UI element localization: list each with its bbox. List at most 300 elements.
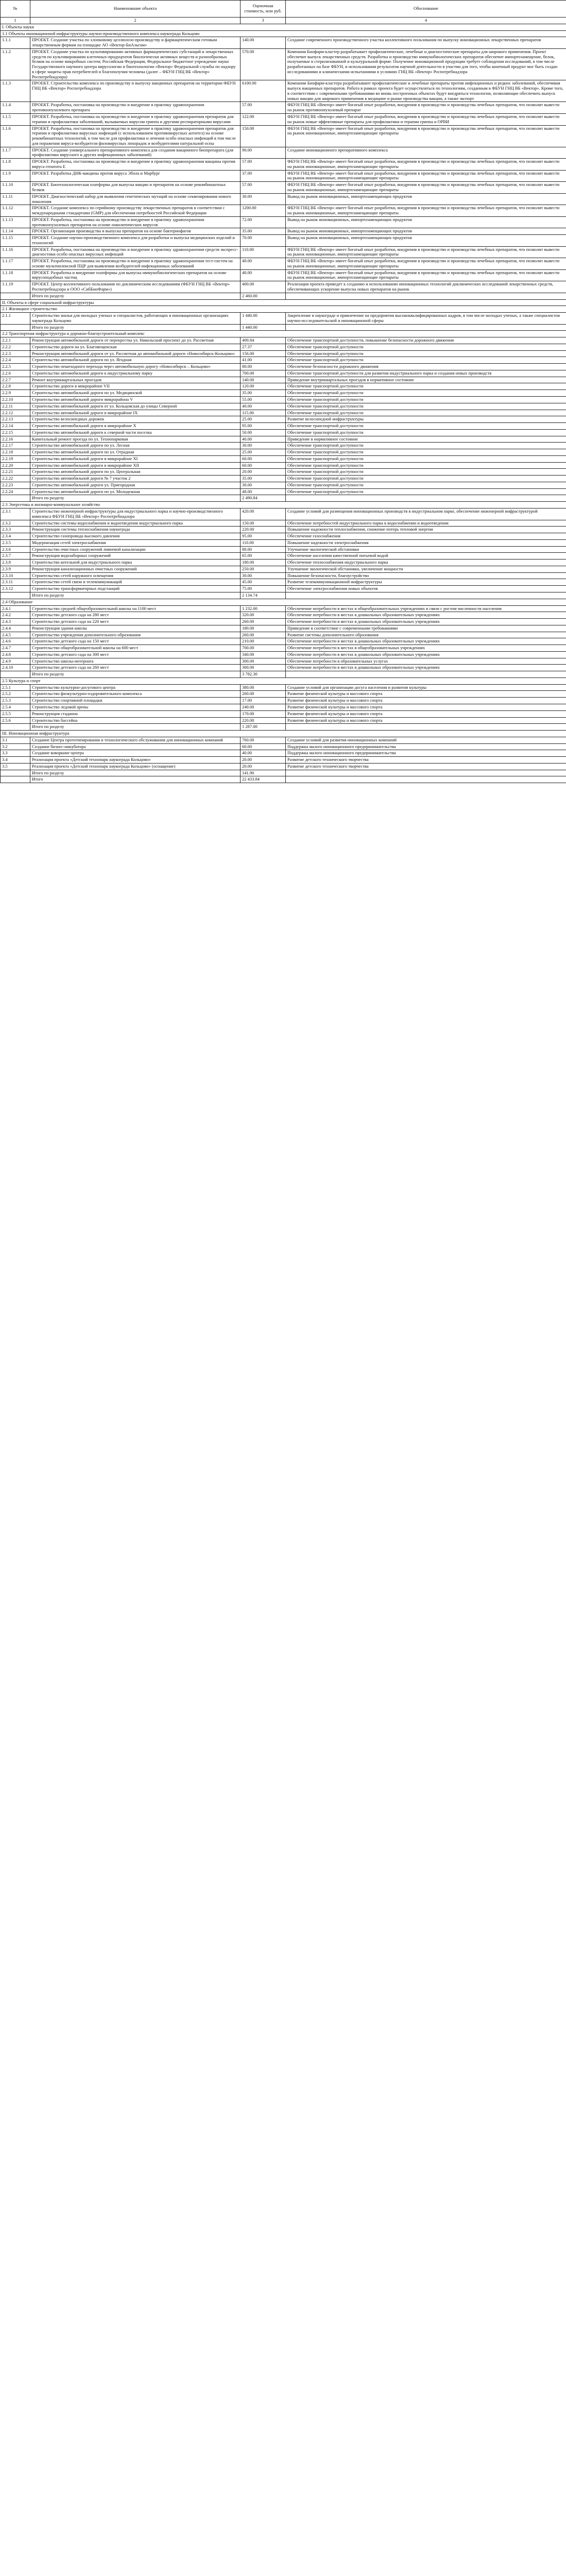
row-justification: ФБУН ГНЦ ВБ «Вектор» имеет богатый опыт разработки, внедрения в производство и производства лечебных препаратов, что позволит вывести на рынок инновационные, импортозамещающие препараты (286, 246, 566, 258)
row-cost: 55.00 (241, 397, 286, 403)
table-row (1, 691, 566, 698)
row-number: 2.3.4 (1, 533, 30, 540)
total-note-cell (286, 671, 566, 678)
row-object-name: Строительство детского сада на 150 мест (30, 638, 241, 645)
row-object-name: Реконструкция канализационных очистных сооружений (30, 566, 241, 572)
table-row (1, 80, 566, 102)
row-object-name: ПРОЕКТ. Создание комплекса по серийному производству лекарственных препаратов в соответствии с международными стандартами (GMP) для обеспечения потребностей Российской Федерации (30, 205, 241, 217)
row-number: 2.3.10 (1, 572, 30, 579)
row-cost: 57.00 (241, 182, 286, 194)
row-number: 2.2.24 (1, 488, 30, 495)
total-label: Итого по разделу (30, 770, 241, 776)
row-number: 2.4.7 (1, 645, 30, 652)
row-object-name: Строительство автомобильной дороги по ул. Медицинской (30, 390, 241, 397)
row-justification: Реализация проекта приведет к созданию и использованию инновационных технологий доклинических исследований лекарственных средств, обеспечивающих ускорение выпуска новых препаратов на рынок (286, 281, 566, 293)
row-number: 2.2.4 (1, 357, 30, 364)
table-row (1, 125, 566, 147)
header-cost: Оценочная стоимость, млн руб. (241, 1, 286, 18)
row-justification: Поддержка малого инновационного предпринимательства (286, 750, 566, 757)
row-cost: 40.00 (241, 269, 286, 281)
table-row (1, 684, 566, 691)
row-number: 2.3.5 (1, 539, 30, 546)
table-row (1, 147, 566, 159)
row-cost: 45.00 (241, 579, 286, 586)
row-cost: 65.00 (241, 553, 286, 560)
row-justification: Повышение безопасности, благоустройство (286, 572, 566, 579)
total-row (1, 324, 566, 331)
row-justification: Приведение в соответствие с современными требованиями (286, 625, 566, 632)
row-cost: 70.00 (241, 235, 286, 247)
table-row (1, 443, 566, 449)
section-title: III. Инновационная инфраструктура (1, 731, 566, 737)
row-justification: Создание условий для развития инновационных компаний (286, 737, 566, 743)
row-cost: 110.00 (241, 246, 286, 258)
row-number: 2.2.5 (1, 364, 30, 370)
total-note-cell (286, 592, 566, 599)
total-number-cell (1, 776, 30, 783)
row-object-name: Реконструкция водозаборных сооружений (30, 553, 241, 560)
row-cost: 6100.00 (241, 80, 286, 102)
row-object-name: Строительство дороги в микрорайоне VII (30, 383, 241, 390)
row-number: 2.4.4 (1, 625, 30, 632)
row-justification: Обеспечение транспортной доступности (286, 357, 566, 364)
row-number: 2.3.11 (1, 579, 30, 586)
row-cost: 420.00 (241, 509, 286, 520)
total-label: Итого по разделу (30, 671, 241, 678)
subsection-row (1, 30, 566, 37)
row-justification: Развитие физической культуры и массового спорта (286, 704, 566, 710)
row-number: 3.5 (1, 763, 30, 770)
section-title: II. Объекты в сфере социальной инфраструктуры (1, 299, 566, 306)
table-row (1, 281, 566, 293)
row-cost: 40.00 (241, 403, 286, 410)
row-number: 1.1.14 (1, 228, 30, 235)
table-row (1, 560, 566, 566)
row-object-name: Строительство детского сада на 260 мест (30, 665, 241, 671)
row-cost: 340.00 (241, 651, 286, 658)
row-number: 2.4.3 (1, 619, 30, 625)
column-number-3: 3 (241, 18, 286, 24)
row-justification: Обеспечение транспортной доступности для развития индустриального парка и создания новых производств (286, 370, 566, 377)
row-object-name: Строительство инженерной инфраструктуры для индустриального парка и научно-производственного комплекса ФБУН ГНЦ ВБ «Вектор» Роспотребнадзора (30, 509, 241, 520)
row-number: 1.1.5 (1, 114, 30, 126)
row-justification: Обеспечение потребности в местах в дошкольных образовательных учреждениях (286, 651, 566, 658)
row-object-name: ПРОЕКТ. Разработка, постановка на производство и внедрение в практику здравоохранения противоопухолевых препаратов на основе онколитических вирусов (30, 216, 241, 228)
row-cost: 260.00 (241, 691, 286, 698)
total-cost: 1 440.00 (241, 324, 286, 331)
row-number: 2.2.13 (1, 416, 30, 423)
row-cost: 25.00 (241, 416, 286, 423)
section-row (1, 299, 566, 306)
row-object-name: ПРОЕКТ. Создание участка по культивированию активных фармацевтических субстанций и лекарственных средств по культивированию клеточных-продуцентов биологически активных веществ и разнообразных белков на основе микробных систем; Российская Федерация, Федеральное бюджетное учреждение науки Государственного научного центра вирусологии и биотехнологии «Вектор» Федеральной службы по надзору в сфере защиты прав потребителей и благополучия человека (далее – ФБУН ГНЦ ВБ «Вектор» Роспотребнадзора) (30, 48, 241, 80)
table-row (1, 216, 566, 228)
row-number: 2.2.3 (1, 350, 30, 357)
header-object-name: Наименование объекта (30, 1, 241, 18)
row-cost: 80.00 (241, 546, 286, 553)
total-label: Итого по разделу (30, 324, 241, 331)
row-cost: 60.00 (241, 455, 286, 462)
row-object-name: Строительство ледовой арены (30, 704, 241, 710)
table-row (1, 370, 566, 377)
row-object-name: Строительство школы-интерната (30, 658, 241, 665)
row-object-name: Строительство спортивной площадки (30, 698, 241, 704)
subsection-row (1, 677, 566, 684)
row-object-name: Строительство автомобильной дороги к индустриальному парку (30, 370, 241, 377)
row-justification: Обеспечение транспортной доступности (286, 423, 566, 430)
column-number-2: 2 (30, 18, 241, 24)
table-row (1, 612, 566, 619)
table-row (1, 539, 566, 546)
row-object-name: Строительство пешеходного перехода через автомобильную дорогу «Новосибирск – Кольцово» (30, 364, 241, 370)
row-object-name: Строительство сетей связи и телекоммуникаций (30, 579, 241, 586)
row-object-name: Строительство автомобильной дороги по ул. Отрадная (30, 449, 241, 456)
row-object-name: ПРОЕКТ. Разработка, постановка на производство и внедрение в практику здравоохранения препаратов для терапии и профилактики вирусных инфекций (с использованием противовирусных антител) на основе рекомбинантных технологий, в том числе для профилактики и лечения особо опасных инфекций в том числе для поражения вируса-возбудителя филовирусных лихорадок и возбудителями натуральной оспы (30, 125, 241, 147)
row-cost: 20.00 (241, 763, 286, 770)
row-object-name: Строительство автомобильной дороги по ул. Ягодная (30, 357, 241, 364)
table-row (1, 743, 566, 750)
row-cost: 75.00 (241, 586, 286, 592)
row-object-name: Реализация проекта «Детский технопарк наукограда Кольцово» (30, 757, 241, 764)
row-number: 2.4.5 (1, 632, 30, 638)
row-cost: 40.00 (241, 436, 286, 443)
total-row (1, 776, 566, 783)
table-row (1, 357, 566, 364)
header-row (1, 1, 566, 18)
row-justification: Обеспечение электроснабжения новых объектов (286, 586, 566, 592)
row-justification: Обеспечение потребности в местах в дошкольных образовательных учреждениях (286, 638, 566, 645)
subsection-title: 2.4 Образование (1, 599, 566, 605)
row-cost: 27.37 (241, 344, 286, 350)
table-header (1, 1, 566, 24)
row-number: 1.1.13 (1, 216, 30, 228)
row-number: 2.2.15 (1, 429, 30, 436)
row-number: 2.2.17 (1, 443, 30, 449)
row-cost: 700.00 (241, 370, 286, 377)
row-number: 2.2.19 (1, 455, 30, 462)
row-object-name: ПРОЕКТ. Разработка, постановка на производство и внедрение в практику здравоохранения препаратов для терапии и профилактики заболеваний, вызываемых вирусом гриппа и другими респираторными вирусами (30, 114, 241, 126)
row-number: 1.1.19 (1, 281, 30, 293)
total-label: Итого (30, 776, 241, 783)
row-object-name: Реконструкция автомобильной дороги от ул. Рассветная до автомобильной дороги «Новосибирск-Кольцово» (30, 350, 241, 357)
table-row (1, 553, 566, 560)
table-row (1, 269, 566, 281)
row-justification: Закрепление в наукограде и привлечение на предприятия высококвалифицированных кадров, в том числе молодых ученых, а также специалистов научно-исследовательской и инновационной сферы (286, 313, 566, 325)
table-row (1, 488, 566, 495)
row-justification: Создание современного производственного участка коллективного пользования по выпуску инновационных лекарственных препаратов (286, 37, 566, 49)
row-justification: ФБУН ГНЦ ВБ «Вектор» имеет богатый опыт разработки, внедрения в производство и производства лечебных препаратов, что позволит вывести на рынок инновационные, импортозамещающие препараты (286, 170, 566, 182)
row-justification: Обеспечение транспортной доступности (286, 462, 566, 469)
row-cost: 57.00 (241, 159, 286, 171)
row-number: 2.3.2 (1, 520, 30, 527)
row-object-name: Строительство автомобильной дороги по ул. Молодежная (30, 488, 241, 495)
subsection-title: 2.2 Транспортная инфраструктура и дорожно-благоустроительный комплекс (1, 331, 566, 337)
table-row (1, 651, 566, 658)
total-label: Итого по разделу (30, 495, 241, 502)
row-number: 2.2.16 (1, 436, 30, 443)
row-object-name: ПРОЕКТ. Разработка и внедрение платформы для выпуска иммунобиологических препаратов на основе вирусоподобных частиц (30, 269, 241, 281)
row-cost: 20.00 (241, 757, 286, 764)
column-number-1: 1 (1, 18, 30, 24)
row-cost: 250.00 (241, 566, 286, 572)
row-justification: Создание инновационного препаративного комплекса (286, 147, 566, 159)
row-justification: Обеспечение газоснабжения (286, 533, 566, 540)
row-cost: 210.00 (241, 638, 286, 645)
row-justification: Создание условий для организации досуга населения и развития культуры (286, 684, 566, 691)
row-cost: 140.00 (241, 377, 286, 383)
row-object-name: Реконструкция стадиона (30, 710, 241, 717)
row-object-name: Строительство автомобильной дороги от ул. Кольцовская до улицы Северной (30, 403, 241, 410)
row-cost: 170.00 (241, 710, 286, 717)
table-row (1, 520, 566, 527)
table-row (1, 48, 566, 80)
table-row (1, 546, 566, 553)
row-number: 2.3.7 (1, 553, 30, 560)
row-number: 2.2.11 (1, 403, 30, 410)
row-object-name: ПРОЕКТ. Создание универсального препаративного комплекса для создания вакцинного биопрепарата (для профилактики вирусного и других инфекционных заболеваний) (30, 147, 241, 159)
row-justification: Обеспечение транспортной доступности (286, 455, 566, 462)
total-number-cell (1, 770, 30, 776)
row-object-name: ПРОЕКТ. Создание научно-производственного комплекса для разработки и выпуска медицинских изделий и технологий (30, 235, 241, 247)
row-justification: Обеспечение транспортной доступности (286, 403, 566, 410)
row-object-name: Строительство газопровода высокого давления (30, 533, 241, 540)
row-cost: 110.00 (241, 539, 286, 546)
table-row (1, 533, 566, 540)
row-object-name: Создание коворкинг-центра (30, 750, 241, 757)
row-number: 2.2.8 (1, 383, 30, 390)
row-justification: Вывод на рынок инновационных, импортозамещающих продуктов (286, 228, 566, 235)
row-number: 1.1.1 (1, 37, 30, 49)
row-number: 2.3.8 (1, 560, 30, 566)
row-justification: Развитие детского технического творчества (286, 763, 566, 770)
row-number: 2.2.22 (1, 476, 30, 482)
total-note-cell (286, 724, 566, 731)
row-object-name: ПРОЕКТ. Разработка ДНК-вакцины против вируса Эбола и Марбург (30, 170, 241, 182)
table-row (1, 102, 566, 114)
row-cost: 400.84 (241, 337, 286, 344)
row-cost: 220.00 (241, 717, 286, 724)
table-row (1, 429, 566, 436)
table-row (1, 37, 566, 49)
row-object-name: ПРОЕКТ. Строительство комплекса по производству и выпуску вакцинных препаратов на территории ФБУН ГНЦ ВБ «Вектор» Роспотребнадзора (30, 80, 241, 102)
table-row (1, 344, 566, 350)
row-cost: 120.00 (241, 383, 286, 390)
row-cost: 30.00 (241, 572, 286, 579)
table-row (1, 698, 566, 704)
row-cost: 40.00 (241, 750, 286, 757)
table-row (1, 350, 566, 357)
row-justification: Обеспечение транспортной доступности (286, 397, 566, 403)
row-cost: 37.00 (241, 170, 286, 182)
row-number: 1.1.3 (1, 80, 30, 102)
row-number: 2.4.10 (1, 665, 30, 671)
table-row (1, 482, 566, 488)
row-number: 2.5.6 (1, 717, 30, 724)
row-cost: 760.00 (241, 737, 286, 743)
row-cost: 320.00 (241, 612, 286, 619)
row-cost: 20.00 (241, 469, 286, 476)
row-number: 1.1.18 (1, 269, 30, 281)
row-cost: 25.00 (241, 449, 286, 456)
table-row (1, 462, 566, 469)
row-number: 1.1.9 (1, 170, 30, 182)
total-label: Итого по разделу (30, 592, 241, 599)
total-row (1, 724, 566, 731)
subsection-title: 2.5 Культура и спорт (1, 677, 566, 684)
table-row (1, 228, 566, 235)
row-object-name: ПРОЕКТ. Разработка, постановка на производство и внедрение в практику здравоохранения вакцины против вируса гепатита Е (30, 159, 241, 171)
table-row (1, 337, 566, 344)
row-cost: 95.00 (241, 423, 286, 430)
row-object-name: Реконструкция системы теплоснабжения наукограда (30, 527, 241, 533)
row-justification: Обеспечение транспортной доступности (286, 469, 566, 476)
row-justification: Компании Биофарм-кластера разрабатывают профилактические и лечебные препараты против инфекционных и редких заболеваний, обеспечивая выпуск вакцинных препаратов. Работа в рамках проекта будет осуществляться по технологиям, созданным в ФБУН ГНЦ ВБ «Вектор». Кроме того, в соответствии с современными требованиями во вновь построенных объектах будут внедряться технологии, позволяющие обеспечить выпуск новых вакцин для широкого применения в медицине и рынке производства вакцин, а также экспорт (286, 80, 566, 102)
row-justification: ФБУН ГНЦ ВБ «Вектор» имеет богатый опыт разработки, внедрения в производство и производства лечебных препаратов, что позволит вывести на рынок инновационные, импортозамещающие препараты (286, 159, 566, 171)
row-justification: Обеспечение потребности в местах в общеобразовательных учреждениях в связи с ростом численности населения (286, 605, 566, 612)
row-object-name: Строительство автомобильной дороги ул. Пригородная (30, 482, 241, 488)
total-cost: 2 134.74 (241, 592, 286, 599)
row-object-name: Строительство автомобильной дороги № 7 участок 2 (30, 476, 241, 482)
row-justification: Обеспечение транспортной доступности (286, 410, 566, 416)
table-row (1, 364, 566, 370)
row-justification: Создание условий для размещения инновационных производств в индустриальном парке, обеспечение инженерной инфраструктурой (286, 509, 566, 520)
row-object-name: Строительство сетей наружного освещения (30, 572, 241, 579)
table-row (1, 114, 566, 126)
subsection-row (1, 331, 566, 337)
total-cost: 141.90 (241, 770, 286, 776)
table-row (1, 182, 566, 194)
total-label: Итого по разделу (30, 724, 241, 731)
row-justification: Улучшение экологической обстановки (286, 546, 566, 553)
row-number: 2.2.9 (1, 390, 30, 397)
total-number-cell (1, 724, 30, 731)
total-label: Итого по разделу (30, 293, 241, 299)
row-number: 2.3.12 (1, 586, 30, 592)
row-justification: Вывод на рынок инновационных, импортозамещающих продуктов (286, 216, 566, 228)
total-row (1, 770, 566, 776)
table-row (1, 605, 566, 612)
row-cost: 48.00 (241, 488, 286, 495)
row-object-name: Создание бизнес-инкубатора (30, 743, 241, 750)
table-row (1, 586, 566, 592)
row-number: 1.1.15 (1, 235, 30, 247)
row-number: 2.3.9 (1, 566, 30, 572)
row-number: 2.4.6 (1, 638, 30, 645)
total-note-cell (286, 324, 566, 331)
row-justification: Повышение надежности теплоснабжения, снижение потерь тепловой энергии (286, 527, 566, 533)
row-justification: Обеспечение безопасности дорожного движения (286, 364, 566, 370)
row-cost: 260.00 (241, 632, 286, 638)
table-row (1, 377, 566, 383)
row-cost: 570.00 (241, 48, 286, 80)
row-object-name: ПРОЕКТ. Организация производства и выпуска препаратов на основе бактериофагов (30, 228, 241, 235)
row-justification: Развитие физической культуры и массового спорта (286, 698, 566, 704)
row-justification: ФБУН ГНЦ ВБ «Вектор» имеет богатый опыт разработки, внедрения в производство и производства лечебных препаратов, что позволит вывести на рынок новые эффективные препараты для профилактики и терапии гриппа и ОРВИ (286, 114, 566, 126)
row-number: 2.5.4 (1, 704, 30, 710)
projects-table (0, 0, 566, 783)
row-cost: 1 440.00 (241, 313, 286, 325)
table-row (1, 645, 566, 652)
table-row (1, 410, 566, 416)
row-cost: 240.00 (241, 704, 286, 710)
table-row (1, 717, 566, 724)
row-justification: Обеспечение потребностей индустриального парка в водоснабжении и водоотведении (286, 520, 566, 527)
row-object-name: Строительство детского сада на 220 мест (30, 619, 241, 625)
section-row (1, 731, 566, 737)
row-number: 1.1.2 (1, 48, 30, 80)
row-number: 2.2.18 (1, 449, 30, 456)
row-justification: Развитие телекоммуникационной инфраструктуры (286, 579, 566, 586)
row-cost: 300.00 (241, 665, 286, 671)
row-object-name: ПРОЕКТ. Центр коллективного пользования по доклиническим исследованиям (ФБУН ГНЦ ВБ «Вектор» Роспотребнадзора и ООО «СибБиоФарм») (30, 281, 241, 293)
row-number: 2.1.1 (1, 313, 30, 325)
row-object-name: Создание Центра прототипирования и технологического обслуживания для инновационных компаний (30, 737, 241, 743)
row-justification: Обеспечение потребности в местах в дошкольных образовательных учреждениях (286, 612, 566, 619)
row-object-name: Строительство котельной для индустриального парка (30, 560, 241, 566)
column-number-4: 4 (286, 18, 566, 24)
row-cost: 50.00 (241, 429, 286, 436)
row-number: 1.1.6 (1, 125, 30, 147)
row-object-name: Строительство очистных сооружений ливневой канализации (30, 546, 241, 553)
row-justification: Обеспечение транспортной доступности (286, 383, 566, 390)
row-justification: ФБУН ГНЦ ВБ «Вектор» имеет богатый опыт разработки, внедрения в производство и производства лечебных препаратов, что позволит вывести на рынок противоопухолевый препарат (286, 102, 566, 114)
row-justification: Развитие велосипедной инфраструктуры (286, 416, 566, 423)
row-cost: 1 232.00 (241, 605, 286, 612)
section-title: I. Объекты науки (1, 24, 566, 30)
row-justification: Обеспечение населения качественной питьевой водой (286, 553, 566, 560)
row-cost: 1200.00 (241, 205, 286, 217)
row-object-name: Строительство детского сада на 280 мест (30, 612, 241, 619)
row-number: 2.5.5 (1, 710, 30, 717)
total-cost: 2 460.00 (241, 293, 286, 299)
row-cost: 150.00 (241, 520, 286, 527)
total-number-cell (1, 324, 30, 331)
row-object-name: Строительство велосипедных дорожек (30, 416, 241, 423)
row-cost: 156.00 (241, 350, 286, 357)
document-sheet (0, 0, 566, 787)
table-row (1, 423, 566, 430)
row-cost: 400.00 (241, 281, 286, 293)
row-number: 2.4.1 (1, 605, 30, 612)
column-number-row (1, 18, 566, 24)
row-object-name: ПРОЕКТ. Биотехнологическая платформа для выпуска вакцин и препаратов на основе рекомбинантных белков (30, 182, 241, 194)
row-object-name: Строительство культурно-досугового центра (30, 684, 241, 691)
total-cost: 1 287.00 (241, 724, 286, 731)
table-row (1, 205, 566, 217)
row-justification: Обеспечение потребности в образовательных услугах (286, 658, 566, 665)
table-row (1, 638, 566, 645)
row-object-name: Реконструкция здания школы (30, 625, 241, 632)
table-row (1, 665, 566, 671)
row-object-name: ПРОЕКТ. Разработка, постановка на производство и внедрение в практику здравоохранения средств экспресс-диагностики особо опасных вирусных инфекций (30, 246, 241, 258)
row-object-name: Строительство общеобразовательной школы на 600 мест (30, 645, 241, 652)
row-cost: 60.00 (241, 743, 286, 750)
row-cost: 300.00 (241, 658, 286, 665)
total-number-cell (1, 495, 30, 502)
row-object-name: ПРОЕКТ. Разработка, постановка на производство и внедрение в практику здравоохранения тест-систем на основе мультиплексной ПЦР для выявления возбудителей инфекционных заболеваний (30, 258, 241, 270)
row-justification: Обеспечение транспортной доступности (286, 390, 566, 397)
subsection-row (1, 306, 566, 313)
table-row (1, 632, 566, 638)
row-cost: 115.00 (241, 410, 286, 416)
row-justification: Обеспечение теплоснабжения индустриального парка (286, 560, 566, 566)
row-number: 2.2.2 (1, 344, 30, 350)
row-cost: 30.00 (241, 443, 286, 449)
row-cost: 95.00 (241, 533, 286, 540)
row-justification: ФБУН ГНЦ ВБ «Вектор» имеет богатый опыт разработки, внедрения в производство и производства лечебных препаратов, что позволит вывести на рынок инновационные, импортозамещающие препараты (286, 205, 566, 217)
row-number: 1.1.4 (1, 102, 30, 114)
total-note-cell (286, 495, 566, 502)
row-object-name: Строительство средней общеобразовательной школы на 1100 мест (30, 605, 241, 612)
